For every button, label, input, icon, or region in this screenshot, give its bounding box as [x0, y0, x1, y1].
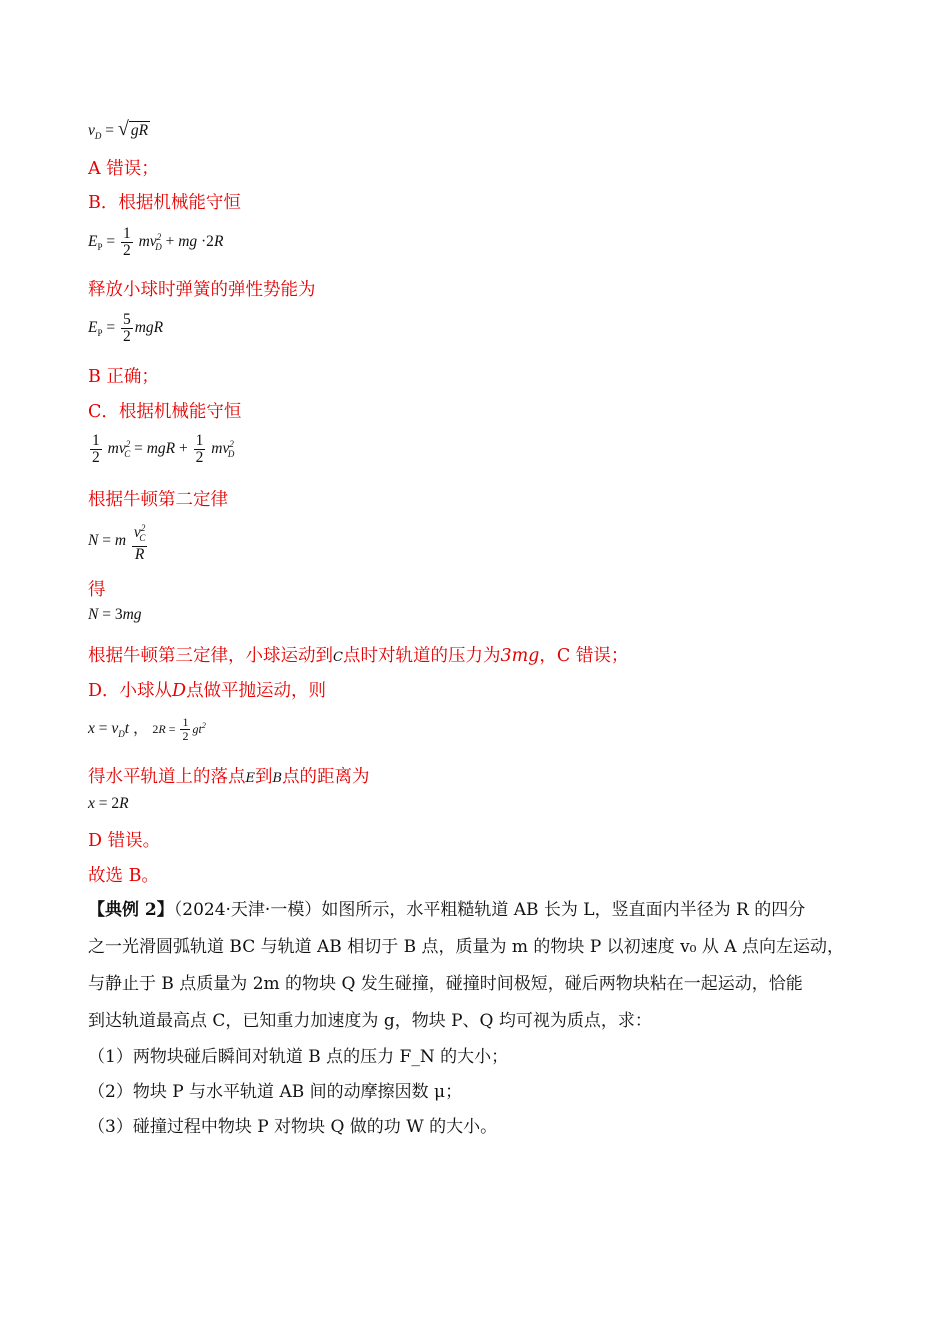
- example-tag: 【典例 2】: [88, 900, 174, 920]
- equation-x-2r: x = 2R: [88, 795, 129, 812]
- option-a-verdict: A 错误；: [88, 159, 159, 179]
- equation-ep-value: $E_P$ = $\frac{5}{2}$ mgR: [88, 311, 164, 345]
- option-d-heading: D．小球从D点做平抛运动，则: [88, 681, 327, 701]
- option-b-heading: B．根据机械能守恒: [88, 193, 241, 213]
- newton-second-law-text: 根据牛顿第二定律: [88, 490, 228, 510]
- example-2-line-2: 之一光滑圆弧轨道 BC 与轨道 AB 相切于 B 点，质量为 m 的物块 P 以初速度 v₀ 从 A 点向左运动，: [88, 937, 844, 957]
- equation-projectile: $x = v_Dt$ ， 2R = $\frac{1}{2}$ $gt^2$: [88, 715, 206, 743]
- example-2-line-1: 【典例 2】（2024·天津·一模）如图所示，水平粗糙轨道 AB 长为 L，竖直面内半径为 R 的四分: [88, 900, 806, 920]
- option-c-heading: C．根据机械能守恒: [88, 402, 242, 422]
- example-2-line-3: 与静止于 B 点质量为 2m 的物块 Q 发生碰撞，碰撞时间极短，碰后两物块粘在一起运动，恰能: [88, 974, 803, 994]
- example-2-line-4: 到达轨道最高点 C，已知重力加速度为 g，物块 P、Q 均可视为质点，求：: [88, 1011, 652, 1031]
- spring-energy-text: 释放小球时弹簧的弹性势能为: [88, 280, 316, 300]
- equation-vd: $v_D$ = √ gR: [88, 118, 149, 142]
- question-1: （1）两物块碰后瞬间对轨道 B 点的压力 F_N 的大小；: [88, 1047, 509, 1067]
- question-2: （2）物块 P 与水平轨道 AB 间的动摩擦因数 μ；: [88, 1082, 463, 1102]
- option-d-verdict: D 错误。: [88, 831, 161, 851]
- question-3: （3）碰撞过程中物块 P 对物块 Q 做的功 W 的大小。: [88, 1117, 498, 1137]
- equation-ep-energy: $E_P$ = $\frac{1}{2}$ $mv^2_D$ + mg ·2R: [88, 225, 224, 259]
- final-answer: 故选 B。: [88, 866, 159, 886]
- landing-distance-text: 得水平轨道上的落点E到B点的距离为: [88, 767, 370, 787]
- newton-third-law-text: 根据牛顿第三定律，小球运动到C点时对轨道的压力为3mg，C 错误；: [88, 646, 629, 666]
- example-2-problem: [88, 892, 862, 1145]
- equation-n-3mg: N = 3mg: [88, 606, 142, 623]
- option-b-verdict: B 正确；: [88, 367, 159, 387]
- equation-energy-c: $\frac{1}{2}$ $mv^2_C$ = mgR + $\frac{1}{2}$ $mv^2_D$: [92, 432, 235, 466]
- result-word: 得: [88, 580, 106, 600]
- equation-normal-force: N = m $\frac{v^2_C}{R}$: [88, 520, 149, 563]
